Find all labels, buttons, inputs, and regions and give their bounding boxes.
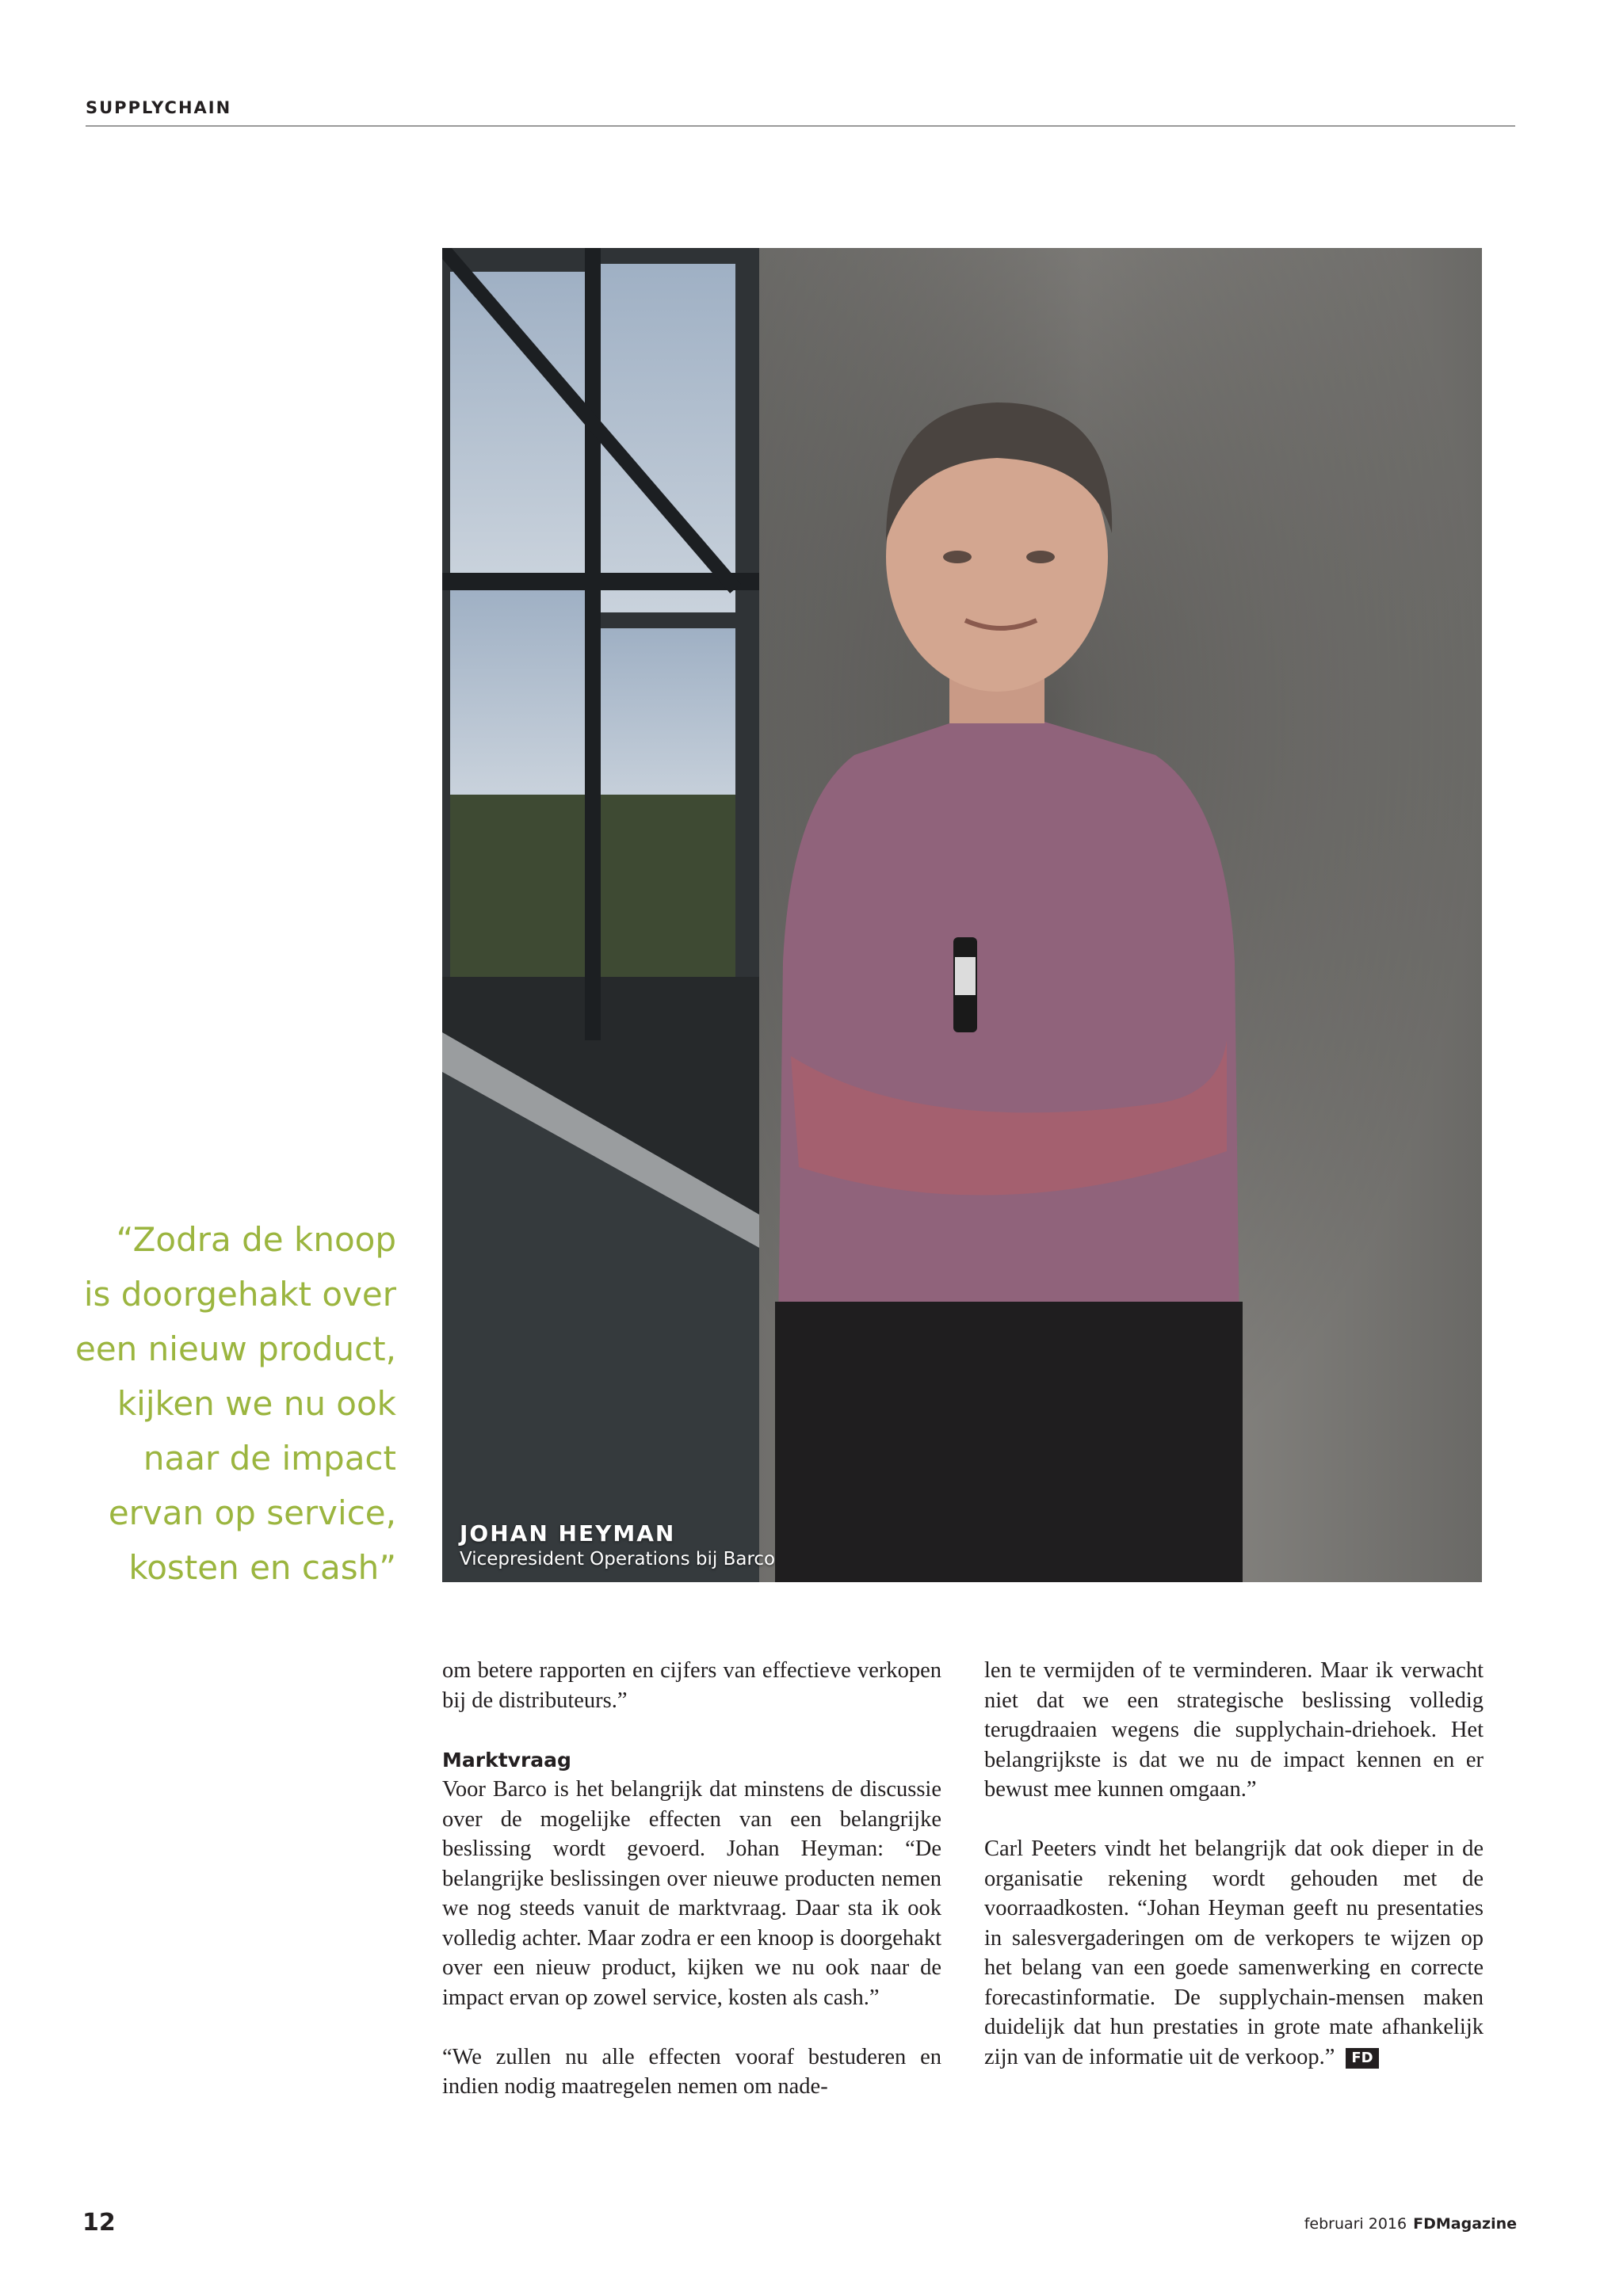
article-paragraph-text: Carl Peeters vindt het belangrijk dat ook dieper in de organisatie rekening wordt gehouden met de voorraadkosten. “Johan Heyman geeft nu presentaties in salesvergaderingen om de verkopers te wijzen op het belang van een goede samenwerking en correcte forecastinformatie. De supplychain-mensen maken duidelijk dat hun prestaties in grote mate afhankelijk zijn van de informatie uit de verkoop.”	[984, 1836, 1484, 2069]
section-header: SUPPLYCHAIN	[86, 98, 232, 117]
magazine-name: FDMagazine	[1413, 2215, 1517, 2233]
caption-name: JOHAN HEYMAN	[460, 1520, 676, 1547]
pull-quote-line: kosten en cash”	[128, 1548, 396, 1587]
caption-role: Vicepresident Operations bij Barco	[460, 1549, 776, 1569]
pull-quote-line: naar de impact	[143, 1439, 396, 1478]
portrait-photo	[442, 248, 1482, 1582]
article-column-right	[984, 1656, 1484, 2072]
article-paragraph: Voor Barco is het belangrijk dat minstens de discussie over de mogelijke effecten van een belangrijke beslissing wordt gevoerd. Johan Heyman: “De belangrijke beslissingen over nieuwe producten nemen we nog steeds vanuit de marktvraag. Daar sta ik ook volledig achter. Maar zodra er een knoop is doorgehakt over een nieuw product, kijken we nu ook naar de impact ervan op zowel service, kosten als cash.”	[442, 1777, 941, 2010]
end-mark-badge: FD	[1346, 2048, 1378, 2069]
pull-quote-line: ervan op service,	[108, 1493, 396, 1532]
pull-quote	[48, 1212, 396, 1595]
issue-date: februari 2016	[1304, 2215, 1407, 2233]
header-rule	[86, 125, 1515, 127]
article-paragraph: “We zullen nu alle effecten vooraf bestuderen en indien nodig maatregelen nemen om nade-	[442, 2044, 941, 2099]
footer-issue	[1304, 2215, 1517, 2233]
article-paragraph: om betere rapporten en cijfers van effectieve verkopen bij de distributeurs.”	[442, 1658, 941, 1713]
article-paragraph	[984, 1834, 1484, 2072]
page-number: 12	[82, 2209, 116, 2237]
pull-quote-line: kijken we nu ook	[116, 1384, 396, 1423]
article-paragraph: len te vermijden of te verminderen. Maar ik verwacht niet dat we een strategische beslissing volledig terugdraaien wegens die supplychain-driehoek. Het belangrijkste is dat we nu de impact kennen en er bewust mee kunnen omgaan.”	[984, 1658, 1484, 1802]
article-subheading: Marktvraag	[442, 1748, 571, 1772]
portrait-illustration	[442, 248, 1482, 1582]
pull-quote-line: een nieuw product,	[75, 1329, 396, 1368]
photo-caption	[460, 1520, 775, 1571]
article-column-left	[442, 1656, 941, 2102]
pull-quote-line: “Zodra de knoop	[116, 1220, 396, 1259]
pull-quote-line: is doorgehakt over	[83, 1275, 396, 1314]
